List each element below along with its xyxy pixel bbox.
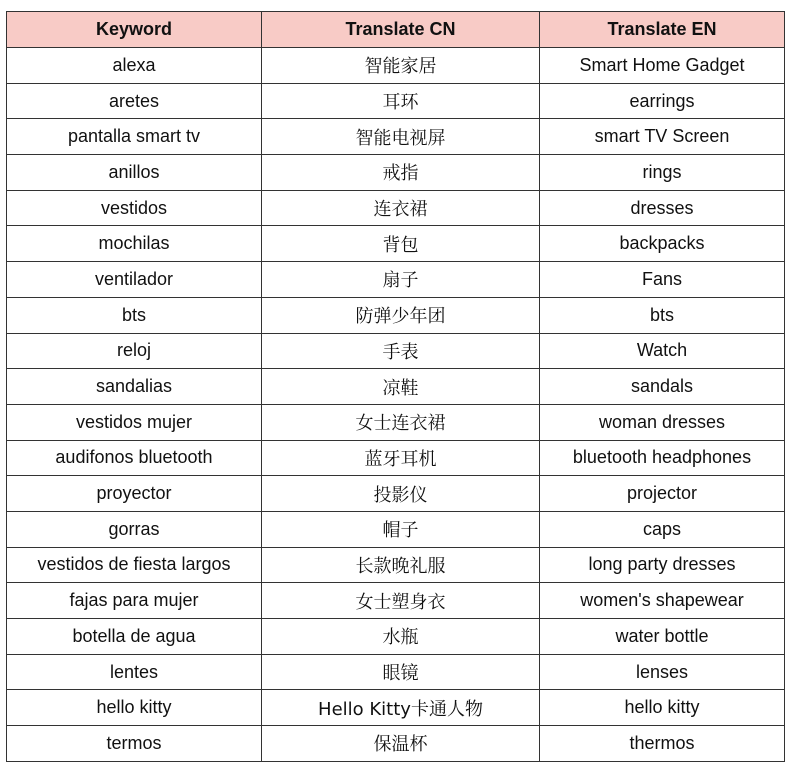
translate-cn-cell: 女士连衣裙 — [262, 404, 540, 440]
translate-cn-cell: 手表 — [262, 333, 540, 369]
translate-cn-cell: 戒指 — [262, 155, 540, 191]
translate-cn-cell: 蓝牙耳机 — [262, 440, 540, 476]
keyword-cell: vestidos de fiesta largos — [7, 547, 262, 583]
translate-en-cell: lenses — [540, 654, 785, 690]
translate-cn-cell: 水瓶 — [262, 619, 540, 655]
table-row — [7, 297, 785, 333]
translate-en-cell: Smart Home Gadget — [540, 48, 785, 84]
keyword-cell: botella de agua — [7, 619, 262, 655]
translate-en-cell: thermos — [540, 726, 785, 762]
keyword-cell: gorras — [7, 511, 262, 547]
keyword-cell: fajas para mujer — [7, 583, 262, 619]
table-row — [7, 48, 785, 84]
table-row — [7, 690, 785, 726]
translate-cn-cell: 耳环 — [262, 83, 540, 119]
table-row — [7, 511, 785, 547]
translate-cn-cell: 保温杯 — [262, 726, 540, 762]
translate-en-cell: backpacks — [540, 226, 785, 262]
table-row — [7, 476, 785, 512]
keyword-cell: proyector — [7, 476, 262, 512]
table-row — [7, 619, 785, 655]
translate-en-cell: women's shapewear — [540, 583, 785, 619]
translate-en-cell: hello kitty — [540, 690, 785, 726]
translate-cn-cell: 投影仪 — [262, 476, 540, 512]
translate-cn-cell: 女士塑身衣 — [262, 583, 540, 619]
table-row — [7, 404, 785, 440]
table-row — [7, 262, 785, 298]
translate-en-cell: rings — [540, 155, 785, 191]
translate-en-cell: woman dresses — [540, 404, 785, 440]
keyword-cell: sandalias — [7, 369, 262, 405]
keyword-translation-table — [6, 11, 785, 762]
keyword-cell: lentes — [7, 654, 262, 690]
table-row — [7, 547, 785, 583]
keyword-cell: ventilador — [7, 262, 262, 298]
translate-en-cell: Watch — [540, 333, 785, 369]
translate-cn-cell: 智能家居 — [262, 48, 540, 84]
translate-cn-cell: Hello Kitty卡通人物 — [262, 690, 540, 726]
keyword-cell: aretes — [7, 83, 262, 119]
table-row — [7, 155, 785, 191]
table-row — [7, 369, 785, 405]
translate-en-cell: bts — [540, 297, 785, 333]
header-row — [7, 12, 785, 48]
translate-cn-cell: 长款晚礼服 — [262, 547, 540, 583]
table-row — [7, 226, 785, 262]
table-row — [7, 440, 785, 476]
translate-en-cell: smart TV Screen — [540, 119, 785, 155]
keyword-cell: pantalla smart tv — [7, 119, 262, 155]
header-translate-en: Translate EN — [540, 12, 785, 48]
translate-en-cell: projector — [540, 476, 785, 512]
table-row — [7, 119, 785, 155]
translate-en-cell: earrings — [540, 83, 785, 119]
keyword-cell: hello kitty — [7, 690, 262, 726]
keyword-cell: audifonos bluetooth — [7, 440, 262, 476]
translate-en-cell: Fans — [540, 262, 785, 298]
table-row — [7, 83, 785, 119]
keyword-translation-table-container — [6, 11, 785, 762]
keyword-cell: bts — [7, 297, 262, 333]
translate-en-cell: caps — [540, 511, 785, 547]
table-row — [7, 726, 785, 762]
keyword-cell: vestidos mujer — [7, 404, 262, 440]
translate-en-cell: sandals — [540, 369, 785, 405]
translate-cn-cell: 防弹少年团 — [262, 297, 540, 333]
keyword-cell: termos — [7, 726, 262, 762]
table-body — [7, 48, 785, 762]
translate-cn-cell: 智能电视屏 — [262, 119, 540, 155]
keyword-cell: reloj — [7, 333, 262, 369]
header-keyword: Keyword — [7, 12, 262, 48]
keyword-cell: mochilas — [7, 226, 262, 262]
table-row — [7, 190, 785, 226]
translate-en-cell: long party dresses — [540, 547, 785, 583]
translate-cn-cell: 凉鞋 — [262, 369, 540, 405]
translate-cn-cell: 帽子 — [262, 511, 540, 547]
translate-cn-cell: 眼镜 — [262, 654, 540, 690]
translate-cn-cell: 连衣裙 — [262, 190, 540, 226]
translate-cn-cell: 扇子 — [262, 262, 540, 298]
translate-en-cell: bluetooth headphones — [540, 440, 785, 476]
translate-cn-cell: 背包 — [262, 226, 540, 262]
header-translate-cn: Translate CN — [262, 12, 540, 48]
keyword-cell: vestidos — [7, 190, 262, 226]
table-row — [7, 333, 785, 369]
translate-en-cell: dresses — [540, 190, 785, 226]
table-row — [7, 583, 785, 619]
table-row — [7, 654, 785, 690]
keyword-cell: anillos — [7, 155, 262, 191]
translate-en-cell: water bottle — [540, 619, 785, 655]
keyword-cell: alexa — [7, 48, 262, 84]
